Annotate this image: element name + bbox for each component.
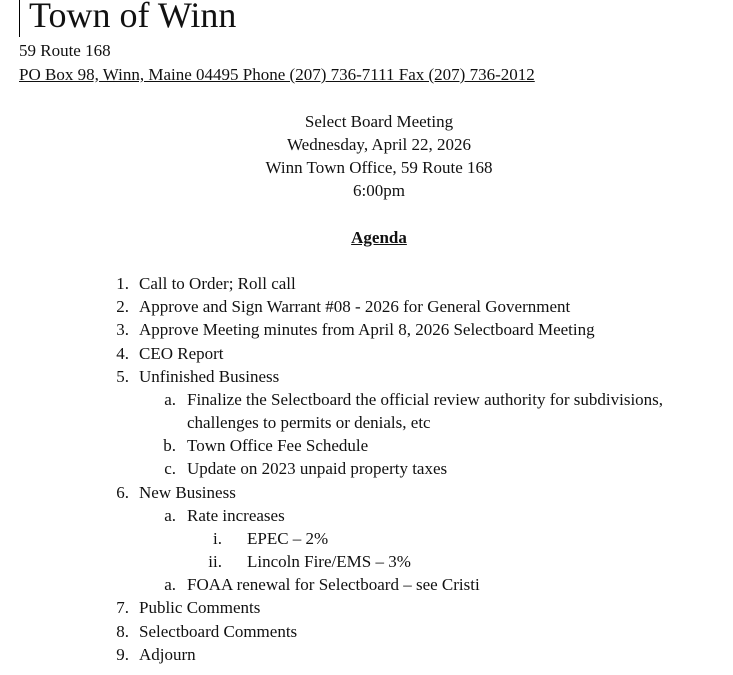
list-item-text: CEO Report (139, 344, 224, 363)
list-item-text: Unfinished Business (139, 367, 280, 386)
list-item-text: challenges to permits or denials, etc (187, 413, 431, 432)
list-item-text: Adjourn (139, 645, 196, 664)
list-item-text: Lincoln Fire/EMS – 3% (247, 552, 411, 571)
town-name-title: Town of Winn (29, 0, 237, 35)
list-marker: 6. (116, 483, 129, 502)
list-marker: 9. (116, 645, 129, 664)
meeting-time: 6:00pm (353, 181, 405, 200)
list-marker: 1. (116, 274, 129, 293)
list-marker: c. (164, 459, 176, 478)
list-marker: 8. (116, 622, 129, 641)
list-item-text: Update on 2023 unpaid property taxes (187, 459, 448, 478)
list-marker: a. (164, 575, 176, 594)
list-item-text: Town Office Fee Schedule (187, 436, 369, 455)
list-marker: b. (163, 436, 176, 455)
title-block (19, 0, 237, 37)
list-marker: 3. (116, 320, 129, 339)
list-marker: a. (164, 506, 176, 525)
mailing-contact-line: PO Box 98, Winn, Maine 04495 Phone (207) 736-7111 Fax (207) 736-2012 (19, 65, 535, 84)
list-item-text: Rate increases (187, 506, 285, 525)
street-address: 59 Route 168 (19, 41, 111, 60)
list-item-text: Approve Meeting minutes from April 8, 2026 Selectboard Meeting (139, 320, 595, 339)
list-item-text: Call to Order; Roll call (139, 274, 296, 293)
list-item-text: Selectboard Comments (139, 622, 298, 641)
meeting-title: Select Board Meeting (304, 112, 454, 131)
list-marker: 4. (116, 344, 129, 363)
list-marker: 5. (116, 367, 129, 386)
list-marker: i. (213, 529, 222, 548)
list-marker: ii. (208, 552, 222, 571)
list-marker: a. (164, 390, 176, 409)
list-item-text: Public Comments (139, 598, 261, 617)
list-marker: 2. (116, 297, 129, 316)
list-item-text: EPEC – 2% (247, 529, 329, 548)
agenda-heading: Agenda (351, 228, 407, 247)
list-item-text: Approve and Sign Warrant #08 - 2026 for General Government (139, 297, 571, 316)
meeting-location: Winn Town Office, 59 Route 168 (265, 158, 493, 177)
list-item-text: FOAA renewal for Selectboard – see Cristi (187, 575, 480, 594)
list-item-text: New Business (139, 483, 236, 502)
list-marker: 7. (116, 598, 129, 617)
meeting-date: Wednesday, April 22, 2026 (286, 135, 472, 154)
list-item-text: Finalize the Selectboard the official review authority for subdivisions, (187, 390, 664, 409)
